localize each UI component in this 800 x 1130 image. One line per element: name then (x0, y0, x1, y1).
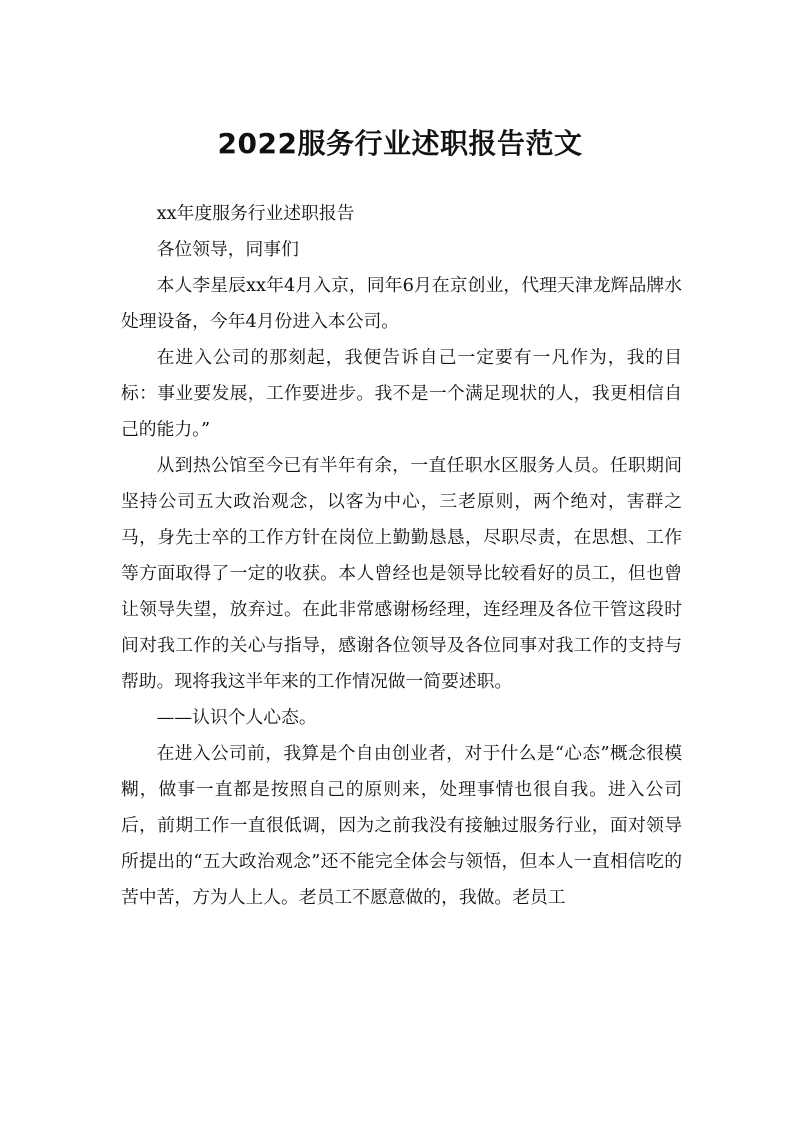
paragraph-salutation: 各位领导，同事们 (156, 239, 299, 260)
document-body (121, 196, 682, 916)
paragraph-work-summary: 从到热公馆至今已有半年有余，一直任职水区服务人员。任职期间坚持公司五大政治观念，以客为中心，三老原则，两个绝对，害群之马，身先士卒的工作方针在岗位上勤勤恳恳，尽职尽责，在思想、工作等方面取得了一定的收获。本人曾经也是领导比较看好的员工，但也曾让领导失望，放弃过。在此非常感谢杨经理，连经理及各位干管这段时间对我工作的关心与指导，感谢各位领导及各位同事对我工作的支持与帮助。现将我这半年来的工作情况做一简要述职。 (121, 455, 682, 692)
document-title: 2022服务行业述职报告范文 (217, 127, 583, 160)
paragraph-goal: 在进入公司的那刻起，我便告诉自己一定要有一凡作为，我的目标：事业要发展，工作要进步。我不是一个满足现状的人，我更相信自己的能力。” (121, 347, 682, 440)
paragraph-mindset: 在进入公司前，我算是个自由创业者，对于什么是“心态”概念很模糊，做事一直都是按照自己的原则来，处理事情也很自我。进入公司后，前期工作一直很低调，因为之前我没有接触过服务行业，面对领导所提出的“五大政治观念”还不能完全体会与领悟，但本人一直相信吃的苦中苦，方为人上人。老员工不愿意做的，我做。老员工 (121, 743, 682, 908)
paragraph-section-heading: ——认识个人心态。 (156, 707, 317, 728)
paragraph-heading: xx年度服务行业述职报告 (156, 203, 355, 224)
paragraph-introduction: 本人李星辰xx年4月入京，同年6月在京创业，代理天津龙辉品牌水处理设备，今年4月份进入本公司。 (121, 275, 682, 332)
